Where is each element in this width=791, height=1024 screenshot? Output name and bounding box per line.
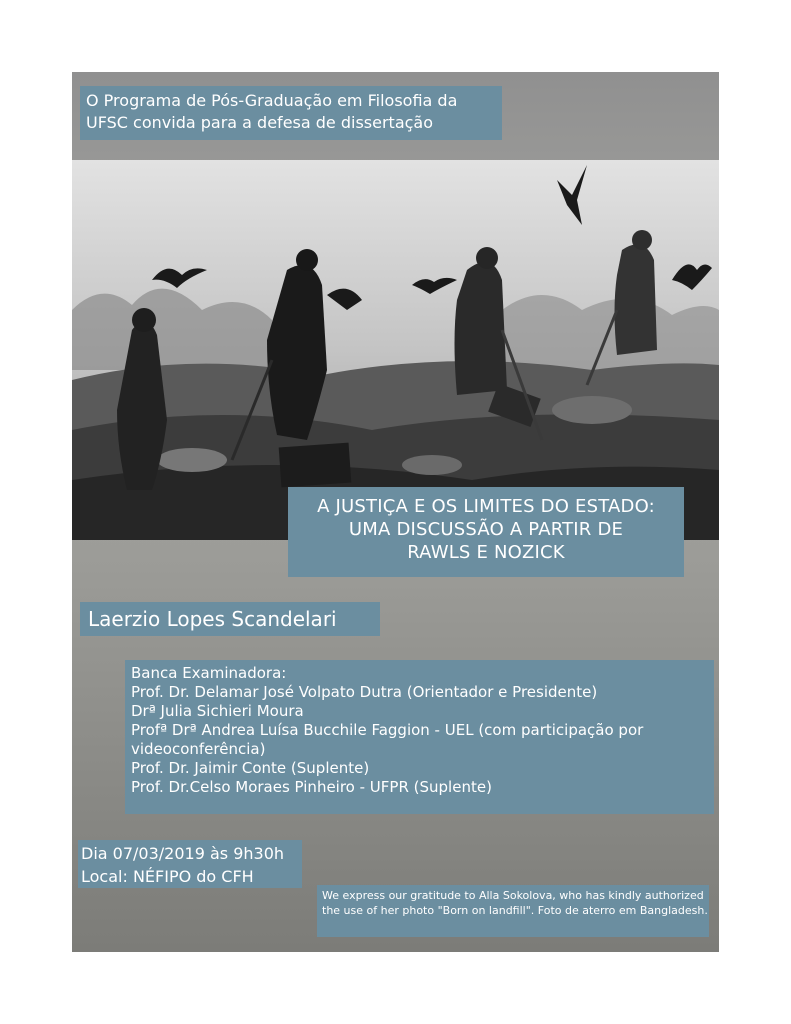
title-line-1: A JUSTIÇA E OS LIMITES DO ESTADO: (317, 496, 655, 517)
intro-line-1: O Programa de Pós-Graduação em Filosofia da (86, 91, 458, 110)
banca-member: Profª Drª Andrea Luísa Bucchile Faggion - UEL (com participação por (131, 721, 644, 739)
title-line-2: UMA DISCUSSÃO A PARTIR DE (348, 519, 624, 540)
dissertation-title-box (288, 487, 684, 577)
banca-member: videoconferência) (131, 740, 266, 758)
banca-member: Prof. Dr. Jaimir Conte (Suplente) (131, 759, 370, 777)
landfill-photo-icon (72, 160, 719, 540)
poster (72, 72, 719, 952)
banca-heading: Banca Examinadora: (131, 664, 287, 682)
examining-board-box (125, 660, 714, 814)
author-name: Laerzio Lopes Scandelari (80, 602, 380, 636)
banca-member: Prof. Dr.Celso Moraes Pinheiro - UFPR (Suplente) (131, 778, 492, 796)
event-location: Local: NÉFIPO do CFH (81, 867, 254, 886)
event-date: Dia 07/03/2019 às 9h30h (81, 844, 285, 863)
banca-member: Prof. Dr. Delamar José Volpato Dutra (Orientador e Presidente) (131, 683, 598, 701)
banca-member: Drª Julia Sichieri Moura (131, 702, 304, 720)
intro-box (80, 86, 502, 140)
landfill-photo (72, 160, 719, 540)
title-line-3: RAWLS E NOZICK (407, 542, 565, 563)
photo-credit: We express our gratitude to Alla Sokolova, who has kindly authorized the use of her photo "Born on landfill". Foto de aterro em Bangladesh. (317, 885, 709, 937)
intro-line-2: UFSC convida para a defesa de dissertação (86, 113, 434, 132)
event-info-box (78, 840, 302, 888)
